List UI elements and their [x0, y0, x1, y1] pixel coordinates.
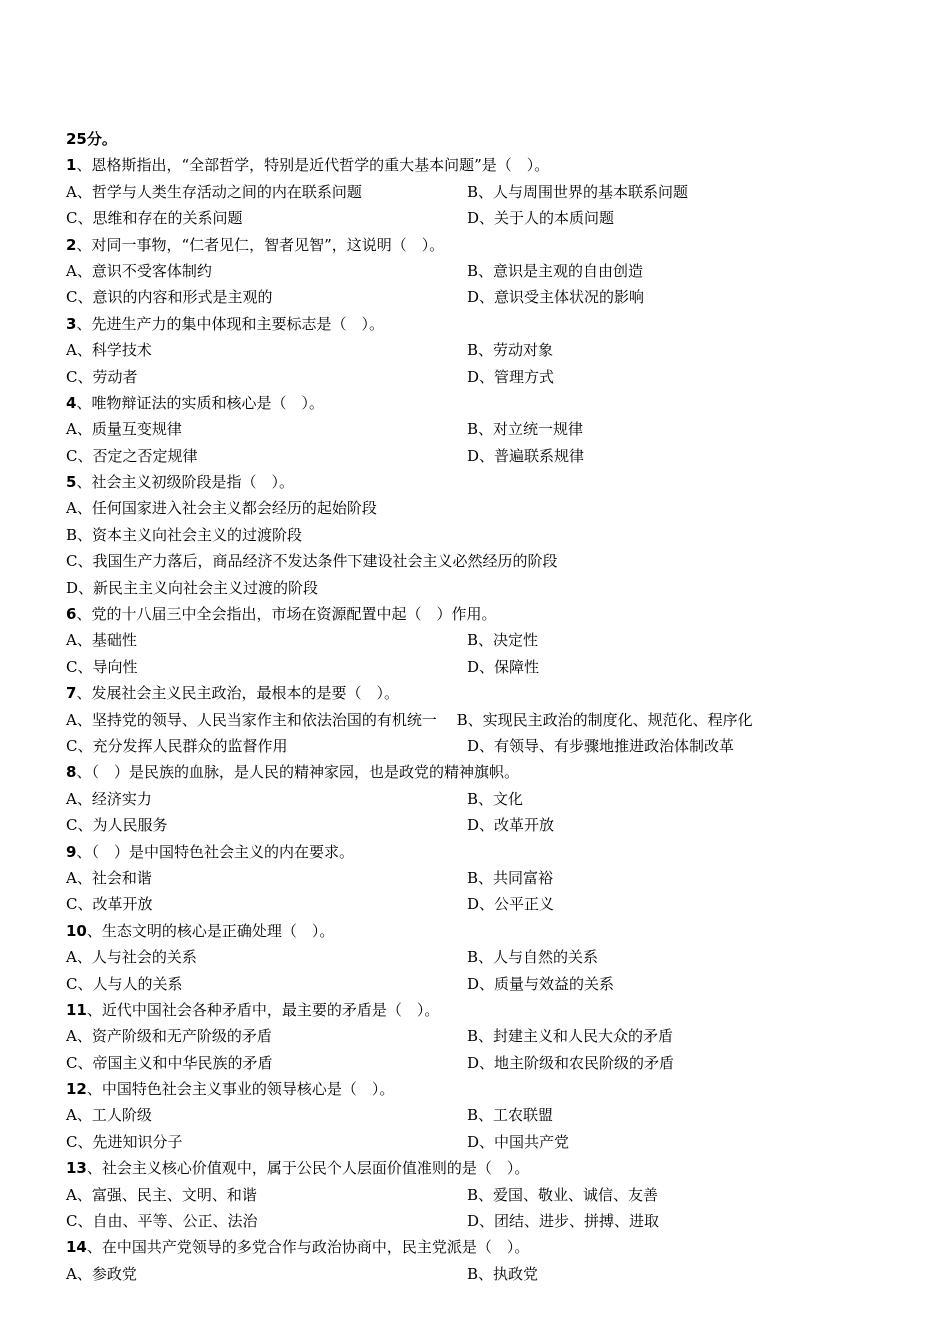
- option-b: B、资本主义向社会主义的过渡阶段: [66, 525, 303, 544]
- option-a: A、基础性: [66, 631, 137, 650]
- question-11: 11、近代中国社会各种矛盾中，最主要的矛盾是（ ）。: [66, 1000, 440, 1019]
- option-c: C、充分发挥人民群众的监督作用: [66, 736, 288, 755]
- question-2: 2、对同一事物，“仁者见仁，智者见智”，这说明（ ）。: [66, 235, 445, 254]
- question-7: 7、发展社会主义民主政治，最根本的是要（ ）。: [66, 684, 399, 703]
- option-d: D、中国共产党: [467, 1132, 570, 1151]
- option-a: A、科学技术: [66, 341, 152, 360]
- option-b: B、人与自然的关系: [467, 948, 599, 967]
- option-d: D、团结、进步、拼搏、进取: [467, 1212, 660, 1231]
- option-d: D、质量与效益的关系: [467, 974, 615, 993]
- option-c: C、帝国主义和中华民族的矛盾: [66, 1053, 273, 1072]
- option-b: B、共同富裕: [467, 868, 554, 887]
- option-d: D、保障性: [467, 657, 540, 676]
- option-c: C、意识的内容和形式是主观的: [66, 288, 273, 307]
- section-header: 25分。: [66, 130, 117, 148]
- option-c: C、先进知识分子: [66, 1132, 183, 1151]
- option-d: D、公平正义: [467, 895, 555, 914]
- option-c: C、我国生产力落后，商品经济不发达条件下建设社会主义必然经历的阶段: [66, 552, 558, 571]
- option-c: C、否定之否定规律: [66, 446, 198, 465]
- option-d: D、有领导、有步骤地推进政治体制改革: [467, 736, 735, 755]
- option-b: B、执政党: [467, 1264, 539, 1283]
- option-b: B、对立统一规律: [467, 420, 584, 439]
- option-c: C、人与人的关系: [66, 974, 183, 993]
- option-d: D、地主阶级和农民阶级的矛盾: [467, 1053, 675, 1072]
- question-6: 6、党的十八届三中全会指出，市场在资源配置中起（ ）作用。: [66, 605, 497, 624]
- option-a-b: A、坚持党的领导、人民当家作主和依法治国的有机统一 B、实现民主政治的制度化、规范化、程序化: [66, 710, 753, 729]
- option-c: C、改革开放: [66, 895, 153, 914]
- question-5: 5、社会主义初级阶段是指（ ）。: [66, 473, 294, 492]
- option-d: D、意识受主体状况的影响: [467, 288, 645, 307]
- option-a: A、任何国家进入社会主义都会经历的起始阶段: [66, 499, 377, 518]
- option-b: B、封建主义和人民大众的矛盾: [467, 1027, 674, 1046]
- option-b: B、决定性: [467, 631, 539, 650]
- option-b: B、文化: [467, 789, 524, 808]
- question-9: 9、（ ）是中国特色社会主义的内在要求。: [66, 842, 354, 861]
- option-a: A、社会和谐: [66, 868, 152, 887]
- question-8: 8、（ ）是民族的血脉，是人民的精神家园，也是政党的精神旗帜。: [66, 763, 519, 782]
- question-1: 1、恩格斯指出，“全部哲学，特别是近代哲学的重大基本问题”是（ ）。: [66, 156, 550, 175]
- question-14: 14、在中国共产党领导的多党合作与政治协商中，民主党派是（ ）。: [66, 1238, 530, 1257]
- option-a: A、富强、民主、文明、和谐: [66, 1185, 257, 1204]
- option-b: B、人与周围世界的基本联系问题: [467, 182, 689, 201]
- option-c: C、自由、平等、公正、法治: [66, 1212, 258, 1231]
- question-10: 10、生态文明的核心是正确处理（ ）。: [66, 921, 335, 940]
- option-c: C、思维和存在的关系问题: [66, 209, 243, 228]
- question-4: 4、唯物辩证法的实质和核心是（ ）。: [66, 393, 324, 412]
- option-a: A、资产阶级和无产阶级的矛盾: [66, 1027, 272, 1046]
- option-a: A、哲学与人类生存活动之间的内在联系问题: [66, 182, 362, 201]
- option-b: B、爱国、敬业、诚信、友善: [467, 1185, 659, 1204]
- option-b: B、工农联盟: [467, 1106, 554, 1125]
- option-a: A、经济实力: [66, 789, 152, 808]
- option-c: C、导向性: [66, 657, 138, 676]
- option-d: D、管理方式: [467, 367, 555, 386]
- exam-page: [66, 126, 906, 1287]
- question-13: 13、社会主义核心价值观中，属于公民个人层面价值准则的是（ ）。: [66, 1159, 530, 1178]
- option-a: A、意识不受客体制约: [66, 261, 212, 280]
- option-d: D、普遍联系规律: [467, 446, 585, 465]
- question-12: 12、中国特色社会主义事业的领导核心是（ ）。: [66, 1080, 395, 1099]
- option-b: B、劳动对象: [467, 341, 554, 360]
- option-a: A、人与社会的关系: [66, 948, 197, 967]
- option-a: A、参政党: [66, 1264, 137, 1283]
- option-a: A、工人阶级: [66, 1106, 152, 1125]
- option-b: B、意识是主观的自由创造: [467, 261, 644, 280]
- option-a: A、质量互变规律: [66, 420, 182, 439]
- option-d: D、改革开放: [467, 816, 555, 835]
- option-d: D、新民主主义向社会主义过渡的阶段: [66, 578, 319, 597]
- option-c: C、劳动者: [66, 367, 138, 386]
- question-3: 3、先进生产力的集中体现和主要标志是（ ）。: [66, 314, 384, 333]
- option-d: D、关于人的本质问题: [467, 209, 615, 228]
- option-c: C、为人民服务: [66, 816, 168, 835]
